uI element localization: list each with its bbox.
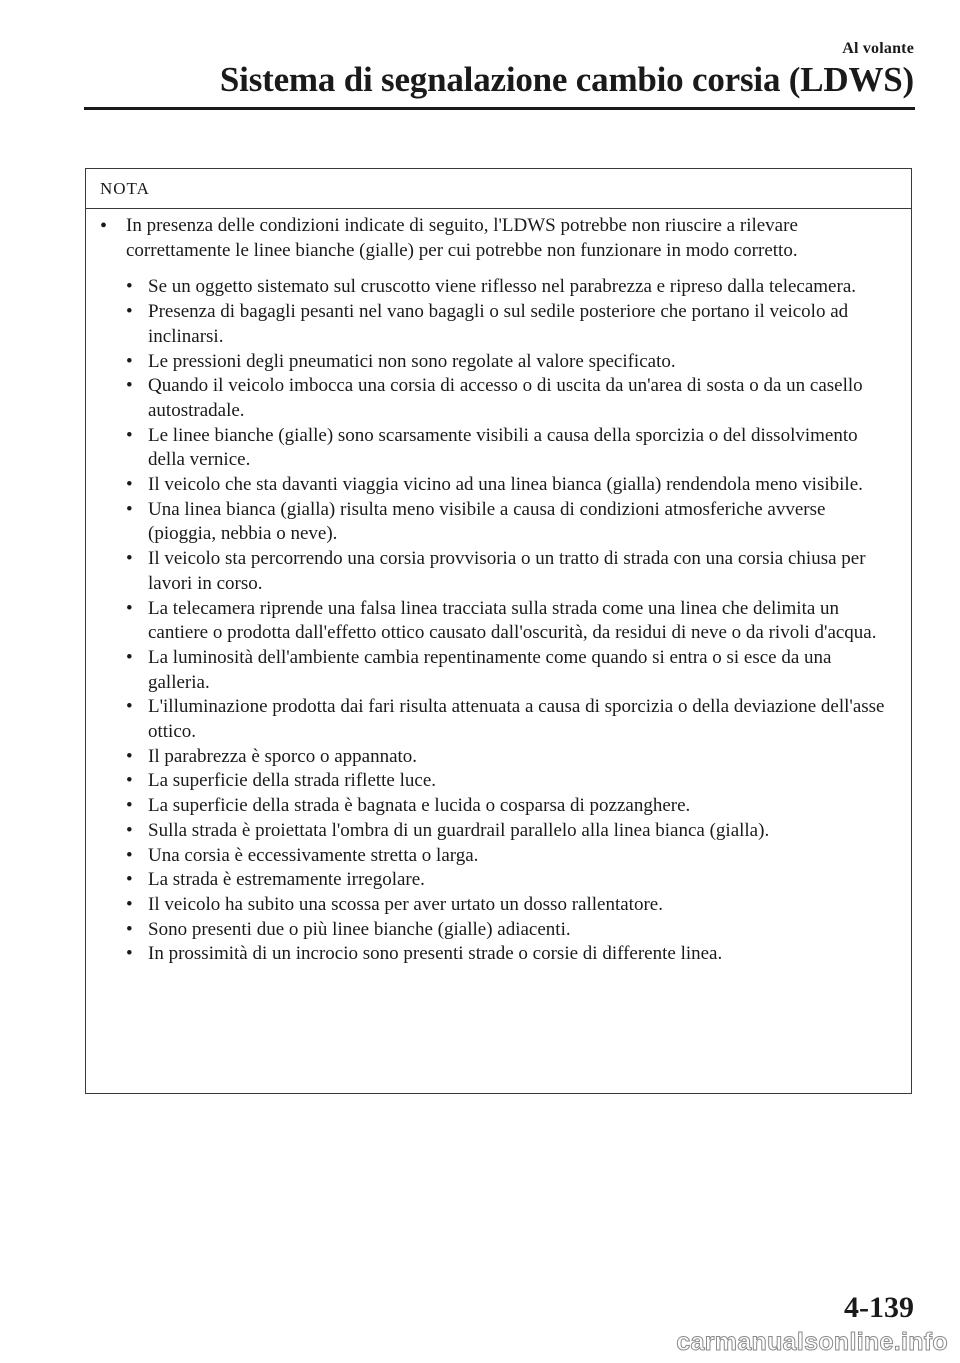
bullet-icon: • — [126, 869, 133, 891]
condition-text: Presenza di bagagli pesanti nel vano bagagli o sul sedile posteriore che portano il veicolo ad inclinarsi. — [148, 301, 849, 347]
condition-item — [100, 473, 897, 498]
condition-text: Una linea bianca (gialla) risulta meno visibile a causa di condizioni atmosferiche avverse (pioggia, nebbia o neve). — [148, 498, 826, 545]
condition-text: L'illuminazione prodotta dai fari risulta attenuata a causa di sporcizia o della deviazione dell'asse ottico. — [148, 696, 885, 743]
condition-item — [100, 597, 897, 646]
bullet-icon: • — [126, 548, 133, 570]
bullet-icon: • — [126, 844, 133, 866]
condition-item — [100, 547, 897, 596]
condition-text: Il veicolo sta percorrendo una corsia provvisoria o un tratto di strada con una corsia chiusa per lavori in corso. — [148, 548, 866, 594]
bullet-icon: • — [126, 918, 133, 940]
condition-item — [100, 918, 897, 943]
condition-text: Una corsia è eccessivamente stretta o larga. — [148, 844, 479, 866]
conditions-list — [100, 275, 897, 967]
section-label: Al volante — [842, 40, 914, 57]
note-intro — [100, 214, 897, 263]
condition-item — [100, 498, 897, 547]
condition-item — [100, 275, 897, 300]
page-title: Sistema di segnalazione cambio corsia (LDWS) — [219, 60, 914, 99]
bullet-icon: • — [126, 696, 133, 718]
condition-item — [100, 646, 897, 695]
condition-item — [100, 893, 897, 918]
condition-text: Il parabrezza è sporco o appannato. — [148, 745, 418, 767]
condition-text: La superficie della strada riflette luce. — [148, 770, 437, 792]
condition-item — [100, 819, 897, 844]
bullet-icon: • — [126, 350, 133, 372]
note-label: NOTA — [86, 169, 911, 209]
bullet-icon: • — [126, 474, 133, 496]
condition-item — [100, 844, 897, 869]
bullet-icon: • — [126, 770, 133, 792]
condition-item — [100, 868, 897, 893]
watermark: carmanualsonline.info — [676, 1328, 948, 1356]
condition-text: Sono presenti due o più linee bianche (gialle) adiacenti. — [148, 918, 571, 940]
condition-text: Se un oggetto sistemato sul cruscotto viene riflesso nel parabrezza e ripreso dalla telecamera. — [148, 276, 857, 298]
bullet-icon: • — [126, 893, 133, 915]
note-body — [86, 209, 911, 967]
condition-text: La superficie della strada è bagnata e lucida o cosparsa di pozzanghere. — [148, 795, 691, 817]
note-box — [85, 168, 912, 1094]
condition-item — [100, 300, 897, 349]
bullet-icon: • — [126, 795, 133, 817]
condition-item — [100, 424, 897, 473]
note-intro-text: In presenza delle condizioni indicate di seguito, l'LDWS potrebbe non riuscire a rilevare correttamente le linee bianche (gialle) per cui potrebbe non funzionare in modo corretto. — [126, 215, 798, 261]
condition-item — [100, 794, 897, 819]
condition-text: Le pressioni degli pneumatici non sono regolate al valore specificato. — [148, 350, 676, 372]
bullet-icon: • — [126, 276, 133, 298]
bullet-icon: • — [126, 424, 133, 446]
condition-text: In prossimità di un incrocio sono presenti strade o corsie di differente linea. — [148, 943, 723, 965]
condition-item — [100, 745, 897, 770]
condition-text: La strada è estremamente irregolare. — [148, 869, 425, 891]
condition-item — [100, 350, 897, 375]
condition-text: Le linee bianche (gialle) sono scarsamente visibili a causa della sporcizia o del dissolvimento della vernice. — [148, 424, 858, 471]
bullet-icon: • — [100, 215, 108, 237]
condition-text: Sulla strada è proiettata l'ombra di un guardrail parallelo alla linea bianca (gialla). — [148, 819, 770, 841]
condition-text: Quando il veicolo imbocca una corsia di accesso o di uscita da un'area di sosta o da un casello autostradale. — [148, 375, 863, 421]
condition-text: La luminosità dell'ambiente cambia repentinamente come quando si entra o si esce da una galleria. — [148, 646, 832, 693]
bullet-icon: • — [126, 646, 133, 668]
bullet-icon: • — [126, 745, 133, 767]
condition-text: Il veicolo ha subito una scossa per aver urtato un dosso rallentatore. — [148, 893, 663, 915]
condition-text: Il veicolo che sta davanti viaggia vicino ad una linea bianca (gialla) rendendola meno visibile. — [148, 474, 863, 496]
condition-item — [100, 942, 897, 967]
bullet-icon: • — [126, 597, 133, 619]
bullet-icon: • — [126, 301, 133, 323]
condition-item — [100, 374, 897, 423]
page-number: 4-139 — [844, 1291, 914, 1324]
bullet-icon: • — [126, 375, 133, 397]
header-divider — [84, 107, 915, 110]
bullet-icon: • — [126, 498, 133, 520]
condition-item — [100, 769, 897, 794]
condition-item — [100, 695, 897, 744]
bullet-icon: • — [126, 819, 133, 841]
condition-text: La telecamera riprende una falsa linea tracciata sulla strada come una linea che delimita un cantiere o prodotta dall'effetto ottico causato dall'oscurità, da residui di neve o da rivoli d'acqua. — [148, 597, 877, 644]
bullet-icon: • — [126, 943, 133, 965]
